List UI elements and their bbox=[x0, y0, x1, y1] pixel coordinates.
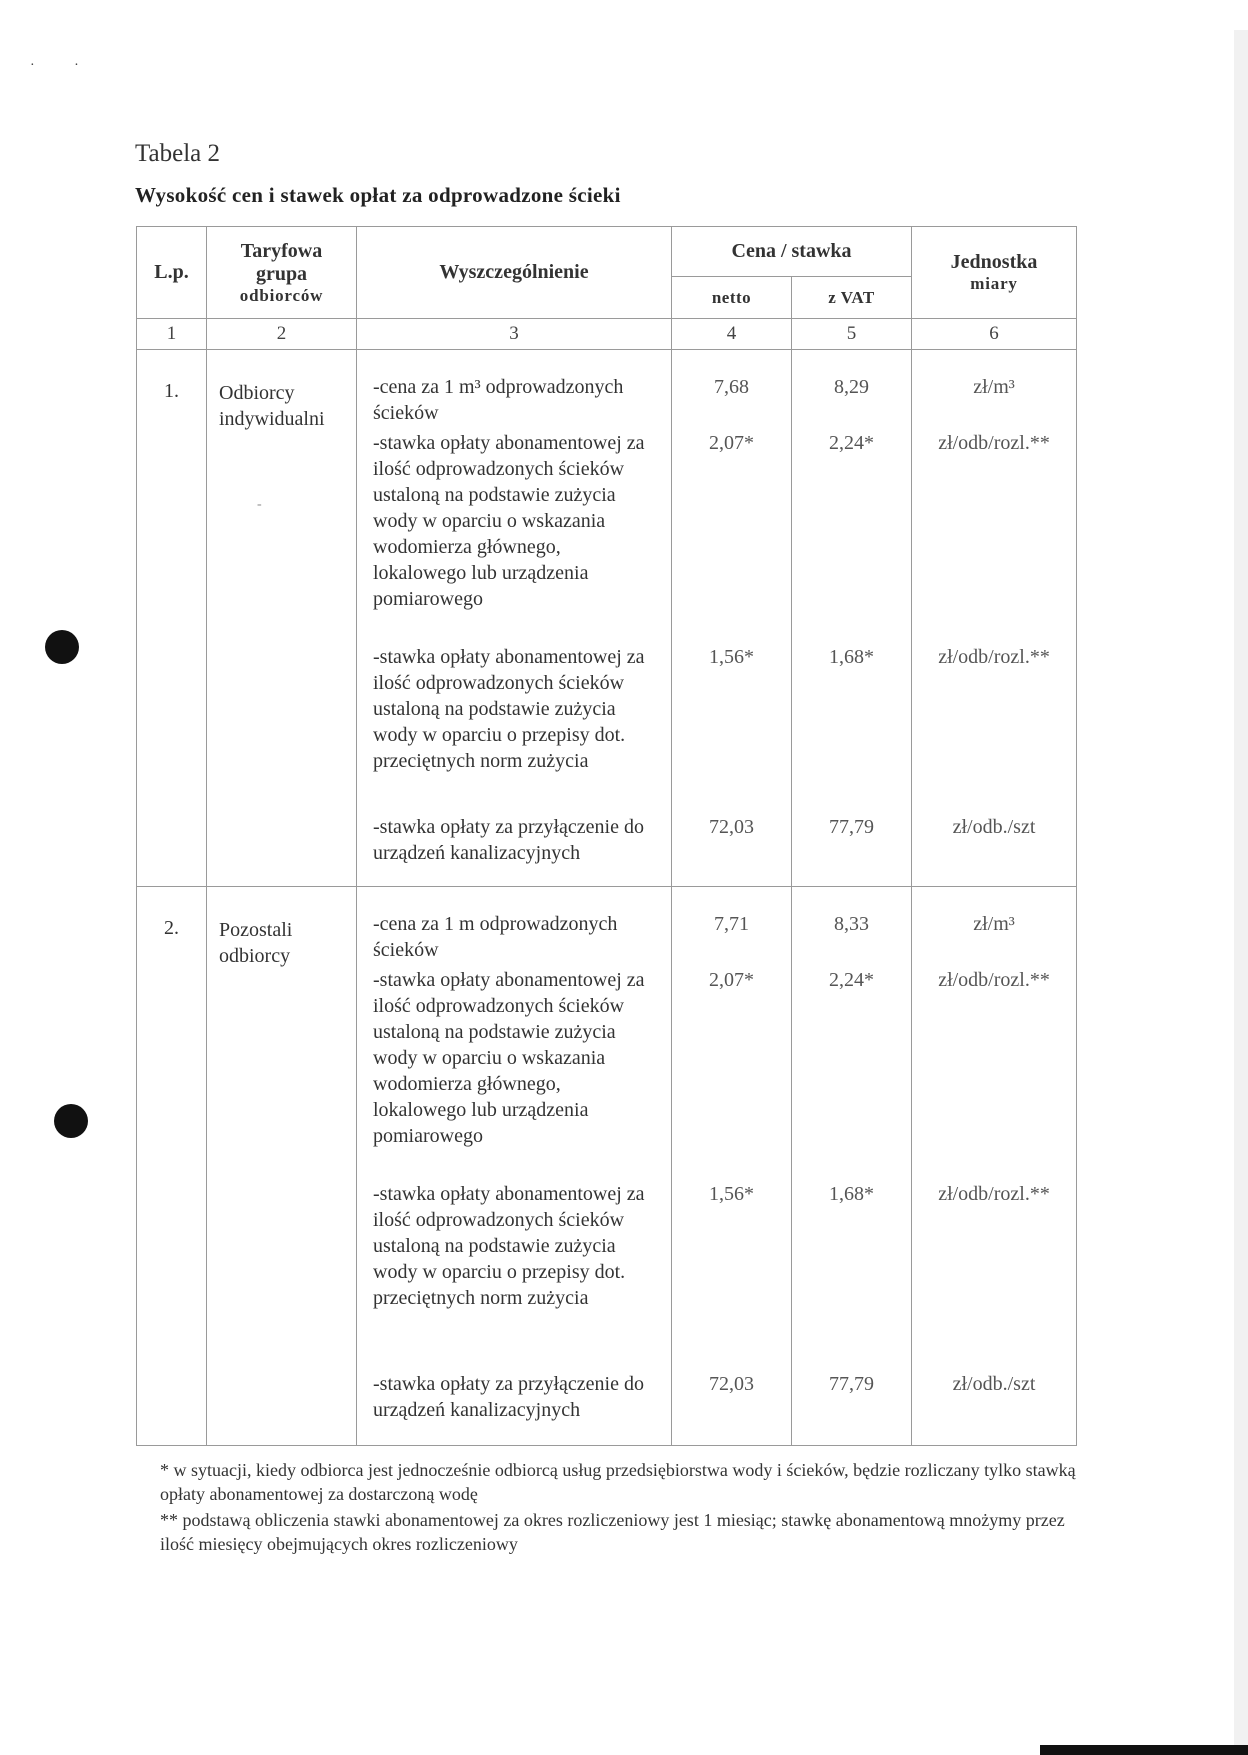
group-lp: 2. bbox=[137, 887, 207, 1446]
group-net-values bbox=[672, 350, 792, 887]
item-vat: 8,29 bbox=[834, 376, 869, 398]
group-name bbox=[207, 887, 357, 1446]
group-name bbox=[207, 350, 357, 887]
group-name-line1: Odbiorcy bbox=[219, 382, 295, 404]
footnote-mark: ** bbox=[160, 1510, 178, 1530]
scan-specks: · · bbox=[30, 58, 97, 73]
group-vat-values bbox=[792, 887, 912, 1446]
group-vat-values bbox=[792, 350, 912, 887]
item-unit: zł/odb/rozl.** bbox=[938, 432, 1050, 454]
item-unit: zł/odb/rozl.** bbox=[938, 969, 1050, 991]
header-unit-line1: Jednostka bbox=[950, 251, 1038, 273]
column-number: 5 bbox=[792, 319, 912, 350]
group-net-values bbox=[672, 887, 792, 1446]
group-name-line2: odbiorcy bbox=[219, 945, 291, 967]
item-description: -stawka opłaty abonamentowej za ilość odprowadzonych ścieków ustaloną na podstawie zużycia wody w oparciu o przepisy dot. przeciętnych norm zużycia bbox=[373, 1183, 645, 1309]
item-description: -cena za 1 m³ odprowadzonych ścieków bbox=[373, 376, 624, 424]
punch-hole-icon bbox=[54, 1104, 88, 1138]
item-description: -stawka opłaty abonamentowej za ilość odprowadzonych ścieków ustaloną na podstawie zużycia wody w oparciu o wskazania wodomierza głównego, lokalowego lub urządzenia pomiarowego bbox=[373, 432, 645, 610]
column-number: 6 bbox=[912, 319, 1077, 350]
header-group-line1: Taryfowa bbox=[240, 239, 323, 262]
item-net: 7,68 bbox=[714, 376, 749, 398]
header-price: Cena / stawka bbox=[672, 227, 912, 277]
group-unit-values bbox=[912, 350, 1077, 887]
item-vat: 1,68* bbox=[829, 646, 874, 668]
header-vat: z VAT bbox=[792, 277, 912, 319]
group-unit-values bbox=[912, 887, 1077, 1446]
tariff-table bbox=[136, 226, 1077, 1446]
scan-bottom-edge bbox=[1040, 1745, 1248, 1755]
footnote-mark: * bbox=[160, 1460, 169, 1480]
item-unit: zł/odb./szt bbox=[952, 816, 1036, 838]
item-net: 72,03 bbox=[709, 1373, 754, 1395]
header-net: netto bbox=[672, 277, 792, 319]
header-group bbox=[207, 227, 357, 319]
item-net: 1,56* bbox=[709, 646, 754, 668]
group-name-line1: Pozostali bbox=[219, 919, 293, 941]
item-unit: zł/odb/rozl.** bbox=[938, 1183, 1050, 1205]
header-unit bbox=[912, 227, 1077, 319]
group-lp: 1. bbox=[137, 350, 207, 887]
header-description: Wyszczególnienie bbox=[357, 227, 672, 319]
column-number: 1 bbox=[137, 319, 207, 350]
item-vat: 1,68* bbox=[829, 1183, 874, 1205]
group-descriptions bbox=[357, 350, 672, 887]
item-description: -cena za 1 m odprowadzonych ścieków bbox=[373, 913, 618, 961]
header-lp: L.p. bbox=[137, 227, 207, 319]
item-unit: zł/m³ bbox=[973, 913, 1015, 935]
footnotes bbox=[160, 1458, 1080, 1558]
item-description: -stawka opłaty abonamentowej za ilość odprowadzonych ścieków ustaloną na podstawie zużycia wody w oparciu o wskazania wodomierza głównego, lokalowego lub urządzenia pomiarowego bbox=[373, 969, 645, 1147]
footnote bbox=[160, 1458, 1080, 1506]
stray-mark: - bbox=[257, 497, 262, 512]
group-descriptions bbox=[357, 887, 672, 1446]
item-vat: 77,79 bbox=[829, 816, 874, 838]
item-net: 1,56* bbox=[709, 1183, 754, 1205]
item-net: 2,07* bbox=[709, 432, 754, 454]
scan-edge-shadow bbox=[1234, 30, 1248, 1755]
footnote bbox=[160, 1508, 1080, 1556]
item-description: -stawka opłaty abonamentowej za ilość odprowadzonych ścieków ustaloną na podstawie zużycia wody w oparciu o przepisy dot. przeciętnych norm zużycia bbox=[373, 646, 645, 772]
item-vat: 2,24* bbox=[829, 969, 874, 991]
header-group-line2: grupa bbox=[255, 262, 308, 285]
document-title: Wysokość cen i stawek opłat za odprowadzone ścieki bbox=[135, 183, 621, 207]
punch-hole-icon bbox=[45, 630, 79, 664]
column-number: 3 bbox=[357, 319, 672, 350]
footnote-text: podstawą obliczenia stawki abonamentowej za okres rozliczeniowy jest 1 miesiąc; stawkę abonamentową mnożymy przez ilość miesięcy obejmujących okres rozliczeniowy bbox=[160, 1510, 1065, 1554]
item-unit: zł/odb./szt bbox=[952, 1373, 1036, 1395]
item-vat: 2,24* bbox=[829, 432, 874, 454]
column-number: 4 bbox=[672, 319, 792, 350]
column-number: 2 bbox=[207, 319, 357, 350]
group-name-line2: indywidualni bbox=[219, 408, 325, 430]
item-net: 2,07* bbox=[709, 969, 754, 991]
item-description: -stawka opłaty za przyłączenie do urządzeń kanalizacyjnych bbox=[373, 816, 644, 864]
item-vat: 8,33 bbox=[834, 913, 869, 935]
item-vat: 77,79 bbox=[829, 1373, 874, 1395]
table-row bbox=[137, 887, 1077, 1446]
header-group-line3: odbiorców bbox=[239, 285, 324, 305]
header-unit-line2: miary bbox=[970, 274, 1018, 293]
item-net: 7,71 bbox=[714, 913, 749, 935]
item-unit: zł/odb/rozl.** bbox=[938, 646, 1050, 668]
item-description: -stawka opłaty za przyłączenie do urządzeń kanalizacyjnych bbox=[373, 1373, 644, 1421]
item-net: 72,03 bbox=[709, 816, 754, 838]
item-unit: zł/m³ bbox=[973, 376, 1015, 398]
footnote-text: w sytuacji, kiedy odbiorca jest jednocześnie odbiorcą usług przedsiębiorstwa wody i ścieków, będzie rozliczany tylko stawką opłaty abonamentowej za dostarczoną wodę bbox=[160, 1460, 1076, 1504]
table-row bbox=[137, 350, 1077, 887]
table-label: Tabela 2 bbox=[135, 140, 221, 167]
